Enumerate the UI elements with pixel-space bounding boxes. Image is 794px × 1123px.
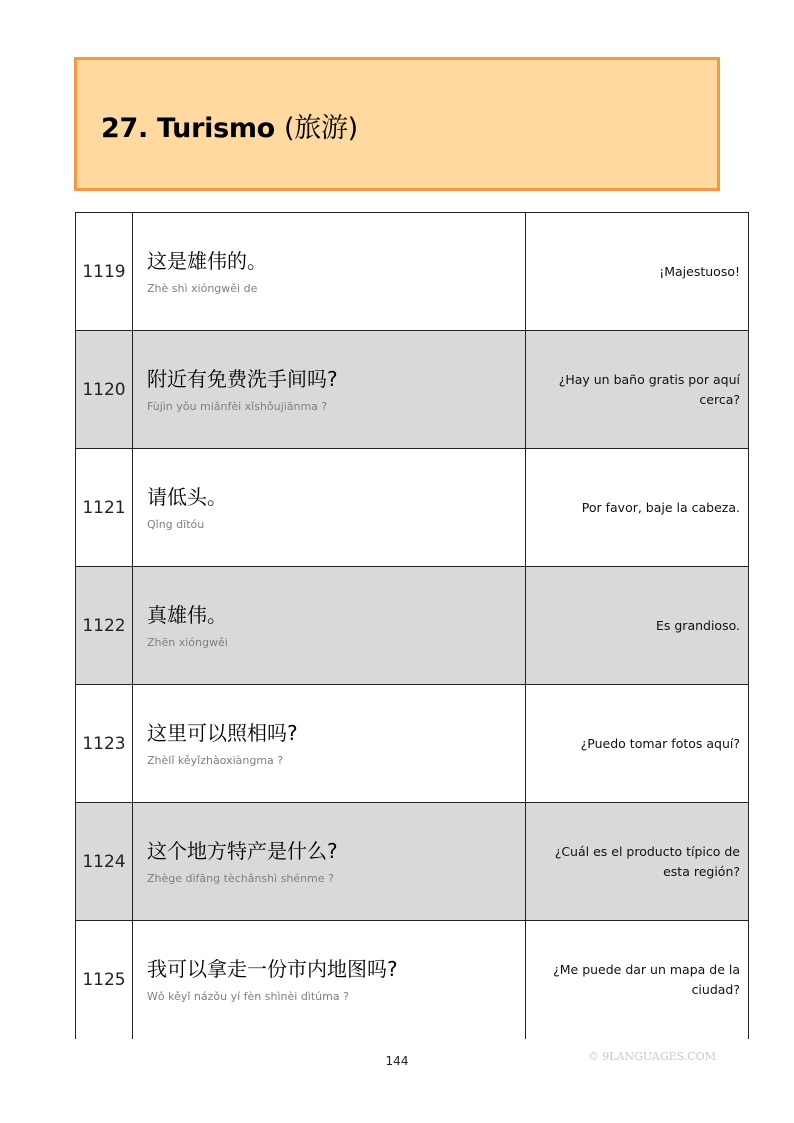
chinese-cell: [133, 449, 526, 567]
chinese-cell: [133, 803, 526, 921]
table-row: [76, 331, 749, 449]
spanish-text: Por favor, baje la cabeza.: [526, 449, 749, 567]
phrase-number: 1123: [76, 685, 133, 803]
spanish-text: Es grandioso.: [526, 567, 749, 685]
spanish-text: ¿Me puede dar un mapa de la ciudad?: [526, 921, 749, 1039]
phrase-number: 1119: [76, 213, 133, 331]
table-row: [76, 685, 749, 803]
phrase-number: 1122: [76, 567, 133, 685]
phrase-number: 1121: [76, 449, 133, 567]
chinese-cell: [133, 213, 526, 331]
table-row: [76, 803, 749, 921]
pinyin-text: Zhèlǐ kěyǐzhàoxiàngma ?: [147, 754, 284, 767]
chinese-text: 真雄伟。: [147, 603, 227, 627]
phrase-number: 1124: [76, 803, 133, 921]
table-row: [76, 449, 749, 567]
pinyin-text: Zhège dìfāng tèchǎnshì shénme ?: [147, 872, 334, 885]
pinyin-text: Zhēn xióngwěi: [147, 636, 228, 649]
chinese-text: 附近有免费洗手间吗?: [147, 367, 338, 391]
page-number: 144: [385, 1054, 409, 1068]
chinese-text: 这里可以照相吗?: [147, 721, 298, 745]
section-title-es: 27. Turismo: [101, 113, 275, 144]
table-row: [76, 567, 749, 685]
chinese-text: 这是雄伟的。: [147, 249, 267, 273]
pinyin-text: Zhè shì xióngwěi de: [147, 282, 258, 295]
chinese-cell: [133, 331, 526, 449]
chinese-text: 请低头。: [147, 485, 227, 509]
pinyin-text: Fùjìn yǒu miǎnfèi xǐshǒujiānma ?: [147, 400, 328, 413]
pinyin-text: Wǒ kěyǐ názǒu yí fèn shìnèi dìtúma ?: [147, 990, 349, 1004]
chinese-cell: [133, 567, 526, 685]
spanish-text: ¿Cuál es el producto típico de esta región?: [526, 803, 749, 921]
chinese-cell: [133, 685, 526, 803]
phrase-table: [75, 212, 749, 1039]
section-title-cn: (旅游): [284, 113, 358, 144]
spanish-text: ¿Hay un baño gratis por aquí cerca?: [526, 331, 749, 449]
chinese-cell: [133, 921, 526, 1039]
section-header: [74, 57, 720, 191]
spanish-text: ¿Puedo tomar fotos aquí?: [526, 685, 749, 803]
phrase-number: 1120: [76, 331, 133, 449]
copyright-watermark: © 9LANGUAGES.COM: [587, 1050, 716, 1063]
pinyin-text: Qǐng dītóu: [147, 518, 205, 531]
table-row: [76, 921, 749, 1039]
spanish-text: ¡Majestuoso!: [526, 213, 749, 331]
chinese-text: 我可以拿走一份市内地图吗?: [147, 957, 398, 982]
chinese-text: 这个地方特产是什么?: [147, 839, 338, 863]
table-row: [76, 213, 749, 331]
section-title: [101, 106, 358, 145]
phrase-number: 1125: [76, 921, 133, 1039]
